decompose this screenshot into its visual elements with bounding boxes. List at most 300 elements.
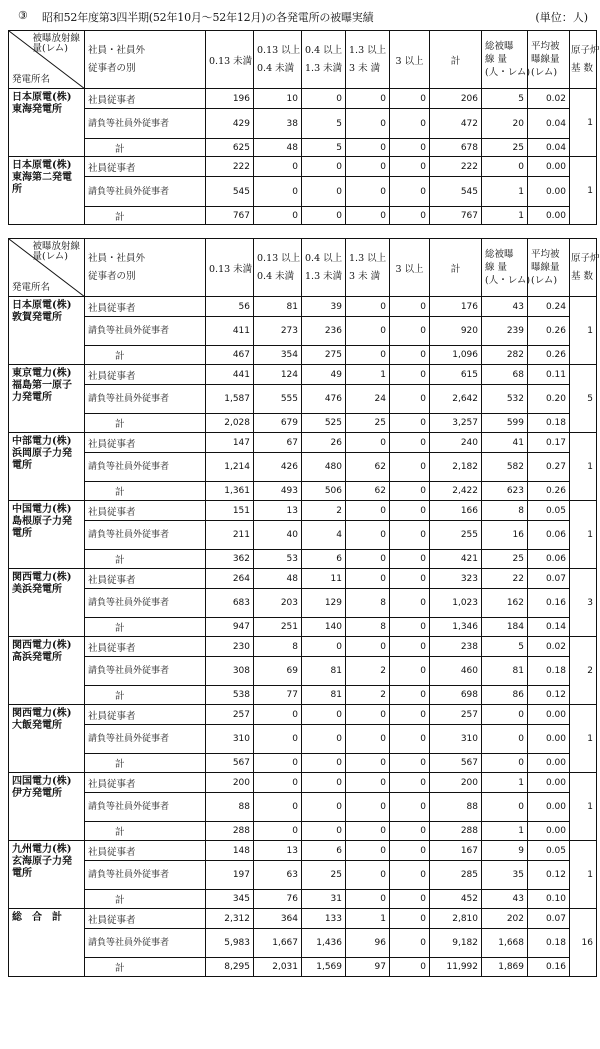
cell-value: 88 [430, 793, 482, 822]
dose-label-line1: 被曝放射線 [32, 33, 80, 44]
subtotal-row-label: 計 [85, 139, 206, 157]
cell-value: 0 [302, 705, 346, 725]
cell-value: 0 [390, 861, 430, 890]
cell-value: 148 [206, 841, 254, 861]
cell-value: 48 [254, 569, 302, 589]
cell-value: 1,667 [254, 929, 302, 958]
contractor-row-label: 請負等社員外従事者 [85, 453, 206, 482]
cell-value: 196 [206, 89, 254, 109]
table-row [9, 841, 597, 861]
cell-value: 0 [254, 207, 302, 225]
cell-value: 81 [482, 657, 528, 686]
table-row [9, 207, 597, 225]
cell-value: 2,312 [206, 909, 254, 929]
employee-row-label: 社員従事者 [85, 433, 206, 453]
cell-value: 2,642 [430, 385, 482, 414]
cell-value: 2 [346, 686, 390, 705]
table-row [9, 109, 597, 139]
cell-value: 1 [346, 909, 390, 929]
table-row [9, 317, 597, 346]
cell-value: 0.04 [528, 139, 570, 157]
reactor-count: 1 [570, 157, 597, 225]
table-row [9, 346, 597, 365]
cell-value: 345 [206, 890, 254, 909]
cell-value: 364 [254, 909, 302, 929]
subtotal-row-label: 計 [85, 618, 206, 637]
table-row [9, 569, 597, 589]
cell-value: 203 [254, 589, 302, 618]
employee-row-label: 社員従事者 [85, 637, 206, 657]
subtotal-row-label: 計 [85, 482, 206, 501]
col-header-013-04: 0.13 以上 0.4 未満 [254, 239, 302, 297]
subtotal-row-label: 計 [85, 550, 206, 569]
cell-value: 8 [482, 501, 528, 521]
plant-label: 発電所名 [12, 282, 51, 293]
employee-row-label: 社員従事者 [85, 841, 206, 861]
table-row [9, 385, 597, 414]
cell-value: 8 [254, 637, 302, 657]
cell-value: 0 [482, 793, 528, 822]
cell-value: 0.00 [528, 773, 570, 793]
contractor-row-label: 請負等社員外従事者 [85, 793, 206, 822]
plant-name: 中部電力(株)浜岡原子力発電所 [9, 433, 85, 501]
cell-value: 0 [346, 177, 390, 207]
cell-value: 480 [302, 453, 346, 482]
cell-value: 0 [390, 482, 430, 501]
cell-value: 0 [390, 909, 430, 929]
employee-row-label: 社員従事者 [85, 157, 206, 177]
category-header: 社員・社員外 従事者の別 [85, 31, 206, 89]
cell-value: 133 [302, 909, 346, 929]
cell-value: 0 [390, 569, 430, 589]
col-header-lt013: 0.13 未満 [206, 239, 254, 297]
cell-value: 222 [430, 157, 482, 177]
cell-value: 2,810 [430, 909, 482, 929]
cell-value: 2,422 [430, 482, 482, 501]
cell-value: 538 [206, 686, 254, 705]
cell-value: 0 [302, 89, 346, 109]
cell-value: 1,668 [482, 929, 528, 958]
plant-label: 発電所名 [12, 74, 51, 85]
cell-value: 310 [430, 725, 482, 754]
cell-value: 285 [430, 861, 482, 890]
cell-value: 0.16 [528, 589, 570, 618]
cell-value: 0 [390, 501, 430, 521]
dose-label-line2: 量(レム) [32, 251, 69, 262]
cell-value: 308 [206, 657, 254, 686]
cell-value: 0 [302, 754, 346, 773]
contractor-row-label: 請負等社員外従事者 [85, 657, 206, 686]
cell-value: 88 [206, 793, 254, 822]
reactor-count: 1 [570, 297, 597, 365]
cell-value: 0 [302, 177, 346, 207]
cell-value: 0 [346, 793, 390, 822]
table-row [9, 705, 597, 725]
cell-value: 476 [302, 385, 346, 414]
cell-value: 525 [302, 414, 346, 433]
table-row [9, 157, 597, 177]
table-row [9, 139, 597, 157]
cell-value: 275 [302, 346, 346, 365]
cell-value: 0 [390, 890, 430, 909]
cell-value: 53 [254, 550, 302, 569]
dose-plant-header [9, 239, 85, 297]
dose-label-line2: 量(レム) [32, 43, 69, 54]
cell-value: 0 [390, 297, 430, 317]
cell-value: 0 [346, 550, 390, 569]
employee-row-label: 社員従事者 [85, 501, 206, 521]
cell-value: 0 [302, 822, 346, 841]
plant-name: 関西電力(株)高浜発電所 [9, 637, 85, 705]
cell-value: 0 [390, 958, 430, 977]
contractor-row-label: 請負等社員外従事者 [85, 521, 206, 550]
reactor-count: 1 [570, 841, 597, 909]
cell-value: 81 [302, 657, 346, 686]
employee-row-label: 社員従事者 [85, 705, 206, 725]
cell-value: 0.00 [528, 793, 570, 822]
cell-value: 567 [430, 754, 482, 773]
contractor-row-label: 請負等社員外従事者 [85, 385, 206, 414]
plant-name: 日本原電(株)東海第二発電所 [9, 157, 85, 225]
cell-value: 2,182 [430, 453, 482, 482]
cell-value: 5 [482, 637, 528, 657]
cell-value: 0 [346, 317, 390, 346]
cell-value: 0 [346, 139, 390, 157]
cell-value: 0 [302, 725, 346, 754]
cell-value: 1,361 [206, 482, 254, 501]
cell-value: 362 [206, 550, 254, 569]
table-row [9, 177, 597, 207]
cell-value: 62 [346, 482, 390, 501]
cell-value: 0 [390, 705, 430, 725]
cell-value: 467 [206, 346, 254, 365]
cell-value: 0 [254, 822, 302, 841]
cell-value: 2,031 [254, 958, 302, 977]
cell-value: 1,569 [302, 958, 346, 977]
table-row [9, 958, 597, 977]
table-row [9, 793, 597, 822]
cell-value: 0 [346, 822, 390, 841]
table-row [9, 773, 597, 793]
cell-value: 0 [254, 773, 302, 793]
cell-value: 0 [302, 793, 346, 822]
cell-value: 184 [482, 618, 528, 637]
cell-value: 0 [390, 754, 430, 773]
cell-value: 0.16 [528, 958, 570, 977]
cell-value: 162 [482, 589, 528, 618]
cell-value: 0 [390, 433, 430, 453]
cell-value: 0 [482, 725, 528, 754]
cell-value: 200 [430, 773, 482, 793]
cell-value: 255 [430, 521, 482, 550]
cell-value: 0 [390, 637, 430, 657]
cell-value: 0.00 [528, 725, 570, 754]
col-header-total-dose: 総被曝 線 量 (人・レム) [482, 31, 528, 89]
reactor-count: 1 [570, 433, 597, 501]
cell-value: 1 [482, 207, 528, 225]
cell-value: 0.04 [528, 109, 570, 139]
cell-value: 452 [430, 890, 482, 909]
table-row [9, 365, 597, 385]
cell-value: 257 [206, 705, 254, 725]
cell-value: 0 [302, 207, 346, 225]
cell-value: 43 [482, 297, 528, 317]
cell-value: 0.00 [528, 822, 570, 841]
cell-value: 0 [346, 861, 390, 890]
contractor-row-label: 請負等社員外従事者 [85, 317, 206, 346]
cell-value: 0 [346, 890, 390, 909]
cell-value: 69 [254, 657, 302, 686]
cell-value: 460 [430, 657, 482, 686]
cell-value: 0 [390, 385, 430, 414]
cell-value: 26 [302, 433, 346, 453]
plant-name: 中国電力(株)島根原子力発電所 [9, 501, 85, 569]
cell-value: 767 [206, 207, 254, 225]
cell-value: 288 [430, 822, 482, 841]
exposure-table-part2 [8, 238, 600, 977]
cell-value: 1,214 [206, 453, 254, 482]
cell-value: 0.07 [528, 569, 570, 589]
col-header-total: 計 [430, 31, 482, 89]
cell-value: 1,346 [430, 618, 482, 637]
cell-value: 9,182 [430, 929, 482, 958]
cell-value: 0 [254, 793, 302, 822]
table-row [9, 754, 597, 773]
cell-value: 0 [346, 569, 390, 589]
plant-name: 日本原電(株)敦賀発電所 [9, 297, 85, 365]
cell-value: 0 [302, 773, 346, 793]
document-title-bar [8, 6, 594, 26]
table-row [9, 861, 597, 890]
cell-value: 62 [346, 453, 390, 482]
cell-value: 211 [206, 521, 254, 550]
cell-value: 41 [482, 433, 528, 453]
cell-value: 0 [390, 773, 430, 793]
cell-value: 0 [346, 841, 390, 861]
cell-value: 426 [254, 453, 302, 482]
table-row [9, 890, 597, 909]
table-row [9, 929, 597, 958]
cell-value: 555 [254, 385, 302, 414]
cell-value: 0 [390, 139, 430, 157]
cell-value: 25 [302, 861, 346, 890]
cell-value: 0.05 [528, 841, 570, 861]
cell-value: 0.26 [528, 482, 570, 501]
cell-value: 0 [346, 637, 390, 657]
contractor-row-label: 請負等社員外従事者 [85, 109, 206, 139]
cell-value: 200 [206, 773, 254, 793]
cell-value: 0 [390, 550, 430, 569]
employee-row-label: 社員従事者 [85, 89, 206, 109]
cell-value: 0.20 [528, 385, 570, 414]
plant-name: 関西電力(株)美浜発電所 [9, 569, 85, 637]
table-row [9, 521, 597, 550]
cell-value: 96 [346, 929, 390, 958]
cell-value: 38 [254, 109, 302, 139]
cell-value: 0 [346, 521, 390, 550]
cell-value: 0.24 [528, 297, 570, 317]
cell-value: 0.06 [528, 521, 570, 550]
table-row [9, 550, 597, 569]
cell-value: 0.18 [528, 657, 570, 686]
cell-value: 0 [390, 686, 430, 705]
cell-value: 0 [390, 618, 430, 637]
cell-value: 0 [390, 346, 430, 365]
cell-value: 0 [346, 89, 390, 109]
cell-value: 0 [390, 657, 430, 686]
cell-value: 0.00 [528, 705, 570, 725]
cell-value: 2 [346, 657, 390, 686]
cell-value: 16 [482, 521, 528, 550]
cell-value: 0 [390, 89, 430, 109]
cell-value: 493 [254, 482, 302, 501]
section-number: ③ [18, 9, 28, 22]
cell-value: 25 [482, 550, 528, 569]
employee-row-label: 社員従事者 [85, 569, 206, 589]
cell-value: 239 [482, 317, 528, 346]
subtotal-row-label: 計 [85, 754, 206, 773]
cell-value: 1 [482, 773, 528, 793]
cell-value: 273 [254, 317, 302, 346]
cell-value: 22 [482, 569, 528, 589]
cell-value: 0 [390, 453, 430, 482]
col-header-reactors: 原子炉 基 数 [570, 31, 597, 89]
cell-value: 197 [206, 861, 254, 890]
cell-value: 0.26 [528, 346, 570, 365]
contractor-row-label: 請負等社員外従事者 [85, 929, 206, 958]
cell-value: 251 [254, 618, 302, 637]
cell-value: 0 [482, 157, 528, 177]
cell-value: 0.07 [528, 909, 570, 929]
dose-label-line1: 被曝放射線 [32, 241, 80, 252]
cell-value: 0.14 [528, 618, 570, 637]
cell-value: 0 [482, 705, 528, 725]
cell-value: 0.18 [528, 929, 570, 958]
cell-value: 0.17 [528, 433, 570, 453]
cell-value: 0.02 [528, 89, 570, 109]
cell-value: 0 [390, 929, 430, 958]
col-header-04-13: 0.4 以上 1.3 未満 [302, 239, 346, 297]
cell-value: 25 [346, 414, 390, 433]
cell-value: 43 [482, 890, 528, 909]
cell-value: 56 [206, 297, 254, 317]
cell-value: 1 [346, 365, 390, 385]
cell-value: 8,295 [206, 958, 254, 977]
col-header-total: 計 [430, 239, 482, 297]
cell-value: 698 [430, 686, 482, 705]
cell-value: 13 [254, 501, 302, 521]
cell-value: 472 [430, 109, 482, 139]
table-row [9, 618, 597, 637]
cell-value: 0 [390, 793, 430, 822]
cell-value: 68 [482, 365, 528, 385]
cell-value: 230 [206, 637, 254, 657]
cell-value: 0 [482, 754, 528, 773]
cell-value: 13 [254, 841, 302, 861]
subtotal-row-label: 計 [85, 414, 206, 433]
table-row [9, 822, 597, 841]
cell-value: 2,028 [206, 414, 254, 433]
cell-value: 1,096 [430, 346, 482, 365]
exposure-table-part1 [8, 30, 600, 225]
col-header-13-3: 1.3 以上 3 未 満 [346, 239, 390, 297]
cell-value: 354 [254, 346, 302, 365]
cell-value: 0 [346, 773, 390, 793]
cell-value: 86 [482, 686, 528, 705]
plant-name: 九州電力(株)玄海原子力発電所 [9, 841, 85, 909]
subtotal-row-label: 計 [85, 207, 206, 225]
subtotal-row-label: 計 [85, 890, 206, 909]
unit-label: (単位：人) [535, 11, 588, 24]
cell-value: 615 [430, 365, 482, 385]
cell-value: 0 [254, 157, 302, 177]
cell-value: 4 [302, 521, 346, 550]
cell-value: 67 [254, 433, 302, 453]
cell-value: 310 [206, 725, 254, 754]
cell-value: 947 [206, 618, 254, 637]
cell-value: 623 [482, 482, 528, 501]
cell-value: 76 [254, 890, 302, 909]
cell-value: 0 [390, 365, 430, 385]
subtotal-row-label: 計 [85, 346, 206, 365]
employee-row-label: 社員従事者 [85, 773, 206, 793]
contractor-row-label: 請負等社員外従事者 [85, 861, 206, 890]
col-header-reactors: 原子炉 基 数 [570, 239, 597, 297]
cell-value: 0 [346, 725, 390, 754]
cell-value: 679 [254, 414, 302, 433]
cell-value: 166 [430, 501, 482, 521]
table-row [9, 909, 597, 929]
cell-value: 1 [482, 177, 528, 207]
cell-value: 5 [302, 139, 346, 157]
cell-value: 81 [302, 686, 346, 705]
cell-value: 3,257 [430, 414, 482, 433]
cell-value: 0.02 [528, 637, 570, 657]
dose-plant-header [9, 31, 85, 89]
cell-value: 0.12 [528, 861, 570, 890]
reactor-count: 2 [570, 637, 597, 705]
cell-value: 683 [206, 589, 254, 618]
cell-value: 582 [482, 453, 528, 482]
cell-value: 0 [254, 705, 302, 725]
plant-name: 関西電力(株)大飯発電所 [9, 705, 85, 773]
cell-value: 81 [254, 297, 302, 317]
cell-value: 0 [390, 841, 430, 861]
col-header-13-3: 1.3 以上 3 未 満 [346, 31, 390, 89]
cell-value: 0 [346, 207, 390, 225]
cell-value: 1,436 [302, 929, 346, 958]
cell-value: 0 [390, 822, 430, 841]
reactor-count: 1 [570, 705, 597, 773]
cell-value: 140 [302, 618, 346, 637]
reactor-count: 16 [570, 909, 597, 977]
cell-value: 0 [346, 346, 390, 365]
cell-value: 63 [254, 861, 302, 890]
cell-value: 0.10 [528, 890, 570, 909]
contractor-row-label: 請負等社員外従事者 [85, 725, 206, 754]
cell-value: 6 [302, 841, 346, 861]
table-row [9, 297, 597, 317]
cell-value: 0 [346, 109, 390, 139]
table-row [9, 433, 597, 453]
cell-value: 257 [430, 705, 482, 725]
cell-value: 39 [302, 297, 346, 317]
cell-value: 124 [254, 365, 302, 385]
employee-row-label: 社員従事者 [85, 365, 206, 385]
cell-value: 6 [302, 550, 346, 569]
cell-value: 0 [390, 589, 430, 618]
col-header-total-dose: 総被曝 線 量 (人・レム) [482, 239, 528, 297]
